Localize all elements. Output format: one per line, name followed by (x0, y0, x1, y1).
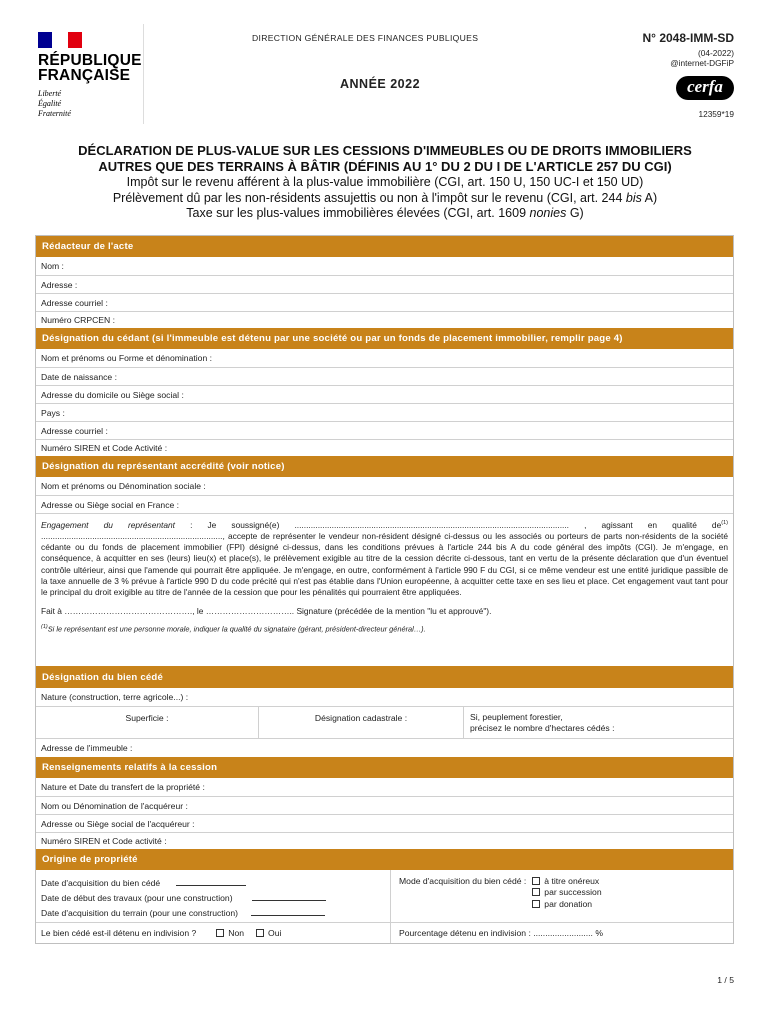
field-representant-nom[interactable]: Nom et prénoms ou Dénomination sociale : (41, 481, 206, 491)
field-cession-transfert[interactable]: Nature et Date du transfert de la propriété : (41, 782, 205, 792)
title-line-5: Taxe sur les plus-values immobilières élevées (CGI, art. 1609 nonies G) (186, 206, 584, 220)
section-bien: Désignation du bien cédé (36, 666, 733, 688)
field-pourcentage-indivision[interactable]: Pourcentage détenu en indivision : ......................... % (399, 928, 603, 938)
section-cedant: Désignation du cédant (si l'immeuble est détenu par une société ou par un fonds de placement immobilier, remplir page 4) (36, 328, 733, 349)
field-bien-adresse[interactable]: Adresse de l'immeuble : (36, 738, 733, 757)
field-forestier[interactable]: Si, peuplement forestier, précisez le nombre d'hectares cédés : (470, 712, 615, 733)
field-redacteur-nom[interactable]: Nom : (41, 261, 64, 271)
field-cedant-naissance[interactable]: Date de naissance : (36, 367, 733, 385)
indivision-question: Le bien cédé est-il détenu en indivision ? Non Oui (36, 923, 391, 943)
mode-acquisition-label: Mode d'acquisition du bien cédé : (399, 876, 527, 886)
field-bien-nature[interactable]: Nature (construction, terre agricole...) : (41, 692, 189, 702)
field-cession-adresse[interactable]: Adresse ou Siège social de l'acquéreur : (36, 814, 733, 832)
field-cedant-courriel[interactable]: Adresse courriel : (36, 421, 733, 439)
origine-dates (36, 870, 391, 922)
checkbox-donation[interactable]: par donation (532, 899, 601, 910)
section-redacteur: Rédacteur de l'acte (36, 236, 733, 257)
page-number: 1 / 5 (717, 975, 734, 985)
field-representant-adresse[interactable]: Adresse ou Siège social en France : (36, 495, 733, 513)
field-cession-acquereur[interactable]: Nom ou Dénomination de l'acquéreur : (36, 796, 733, 814)
field-date-travaux[interactable]: Date de début des travaux (pour une construction) (41, 891, 385, 906)
checkbox-icon[interactable] (256, 929, 264, 937)
field-cedant-pays[interactable]: Pays : (36, 403, 733, 421)
section-origine: Origine de propriété (36, 849, 733, 870)
section-cession: Renseignements relatifs à la cession (36, 757, 733, 778)
field-cedant-nom[interactable]: Nom et prénoms ou Forme et dénomination : (41, 353, 213, 363)
motto: Liberté Égalité Fraternité (38, 89, 71, 118)
flag-icon (38, 32, 82, 48)
annee: ANNÉE 2022 (340, 77, 421, 91)
republique-francaise: RÉPUBLIQUE FRANÇAISE (38, 52, 142, 84)
representant-note: $^{(1)}$Si le représentant est une personne morale, indiquer la qualité du signataire (gérant, président-directeur général…). (41, 624, 426, 634)
field-redacteur-adresse[interactable]: Adresse : (36, 275, 733, 293)
cerfa-logo: cerfa (676, 76, 734, 100)
form-titles (36, 143, 734, 222)
checkbox-icon[interactable] (532, 888, 540, 896)
bien-details-row (36, 706, 733, 738)
engagement-block[interactable] (36, 513, 733, 666)
origine-dates-row (36, 870, 733, 922)
field-date-acquisition[interactable]: Date d'acquisition du bien cédé (41, 876, 385, 891)
title-line-1: DÉCLARATION DE PLUS-VALUE SUR LES CESSIONS D'IMMEUBLES OU DE DROITS IMMOBILIERS (78, 143, 692, 158)
engagement-text: Engagement du représentant : Je soussigné(e) ...................................................................................................................... , agissant en qualité $de^{(1)}$ .............................................................................., accepte de représenter le vendeur non-résident désigné ci-dessus ou les associés ou porteurs de parts non-résidents de la société cédante ou du fonds de placement immobilier (FPI) désigné ci-dessus, dans les conditions prévues à l'article 244 bis A du code général des impôts (CGI). Je m'engage, en conséquence, à acquitter en ses (leurs) lieu(x) et place(s), le prélèvement exigible au titre de la cession décrite ci-dessous, tant en vertu de la présente déclaration que d'un éventuel contrôle ultérieur, ainsi que l'amende qui pourrait être appliquée. Je m'engage, en outre, conformément à l'article 990 F du CGI, si ce même vendeur est une entité juridique passible de la taxe annuelle de 3 % prévue à l'article 990 D du code précité qui n'est pas établie dans l'Union européenne, à acquitter cette taxe en ses lieu et place. Cet engagement vaut tant pour le principal du droit exigible au titre de l'année de la cession que pour les pénalités qui pourraient être appliquées. (41, 519, 728, 598)
marianne-logo (30, 24, 144, 124)
checkbox-icon[interactable] (532, 877, 540, 885)
title-line-3: Impôt sur le revenu afférent à la plus-value immobilière (CGI, art. 150 U, 150 UC-I et 150 UD) (126, 175, 644, 189)
field-cadastrale[interactable]: Désignation cadastrale : (259, 707, 464, 738)
form-date: (04-2022) @internet-DGFiP (670, 48, 734, 68)
form-number: N° 2048-IMM-SD (642, 31, 734, 45)
indivision-row (36, 922, 733, 943)
section-representant: Désignation du représentant accrédité (voir notice) (36, 456, 733, 477)
cerfa-number: 12359*19 (698, 109, 734, 119)
field-cedant-siren[interactable]: Numéro SIREN et Code Activité : (36, 439, 733, 456)
field-redacteur-courriel[interactable]: Adresse courriel : (36, 293, 733, 311)
checkbox-icon[interactable] (216, 929, 224, 937)
checkbox-succession[interactable]: par succession (532, 887, 601, 898)
title-line-2: AUTRES QUE DES TERRAINS À BÂTIR (DÉFINIS AU 1° DU 2 DU I DE L'ARTICLE 257 DU CGI) (98, 159, 672, 174)
field-superficie[interactable]: Superficie : (36, 707, 259, 738)
direction-title: DIRECTION GÉNÉRALE DES FINANCES PUBLIQUES (252, 33, 479, 43)
field-cession-siren[interactable]: Numéro SIREN et Code activité : (36, 832, 733, 849)
fait-a-signature: Fait à ………………………………………., le ………………………….. Signature (précédée de la mention "lu et approuvé"). (41, 606, 492, 617)
declaration-form (35, 235, 734, 944)
field-date-terrain[interactable]: Date d'acquisition du terrain (pour une construction) (41, 906, 385, 921)
mode-acquisition (391, 870, 733, 922)
checkbox-icon[interactable] (532, 900, 540, 908)
title-line-4: Prélèvement dû par les non-résidents assujettis ou non à l'impôt sur le revenu (CGI, art. 244 bis A) (112, 190, 658, 205)
checkbox-non[interactable]: Non (216, 928, 244, 938)
checkbox-oui[interactable]: Oui (256, 928, 281, 938)
field-cedant-adresse[interactable]: Adresse du domicile ou Siège social : (36, 385, 733, 403)
field-redacteur-crpcen[interactable]: Numéro CRPCEN : (36, 311, 733, 328)
checkbox-onereux[interactable]: à titre onéreux (532, 876, 601, 887)
mode-options (532, 876, 601, 916)
